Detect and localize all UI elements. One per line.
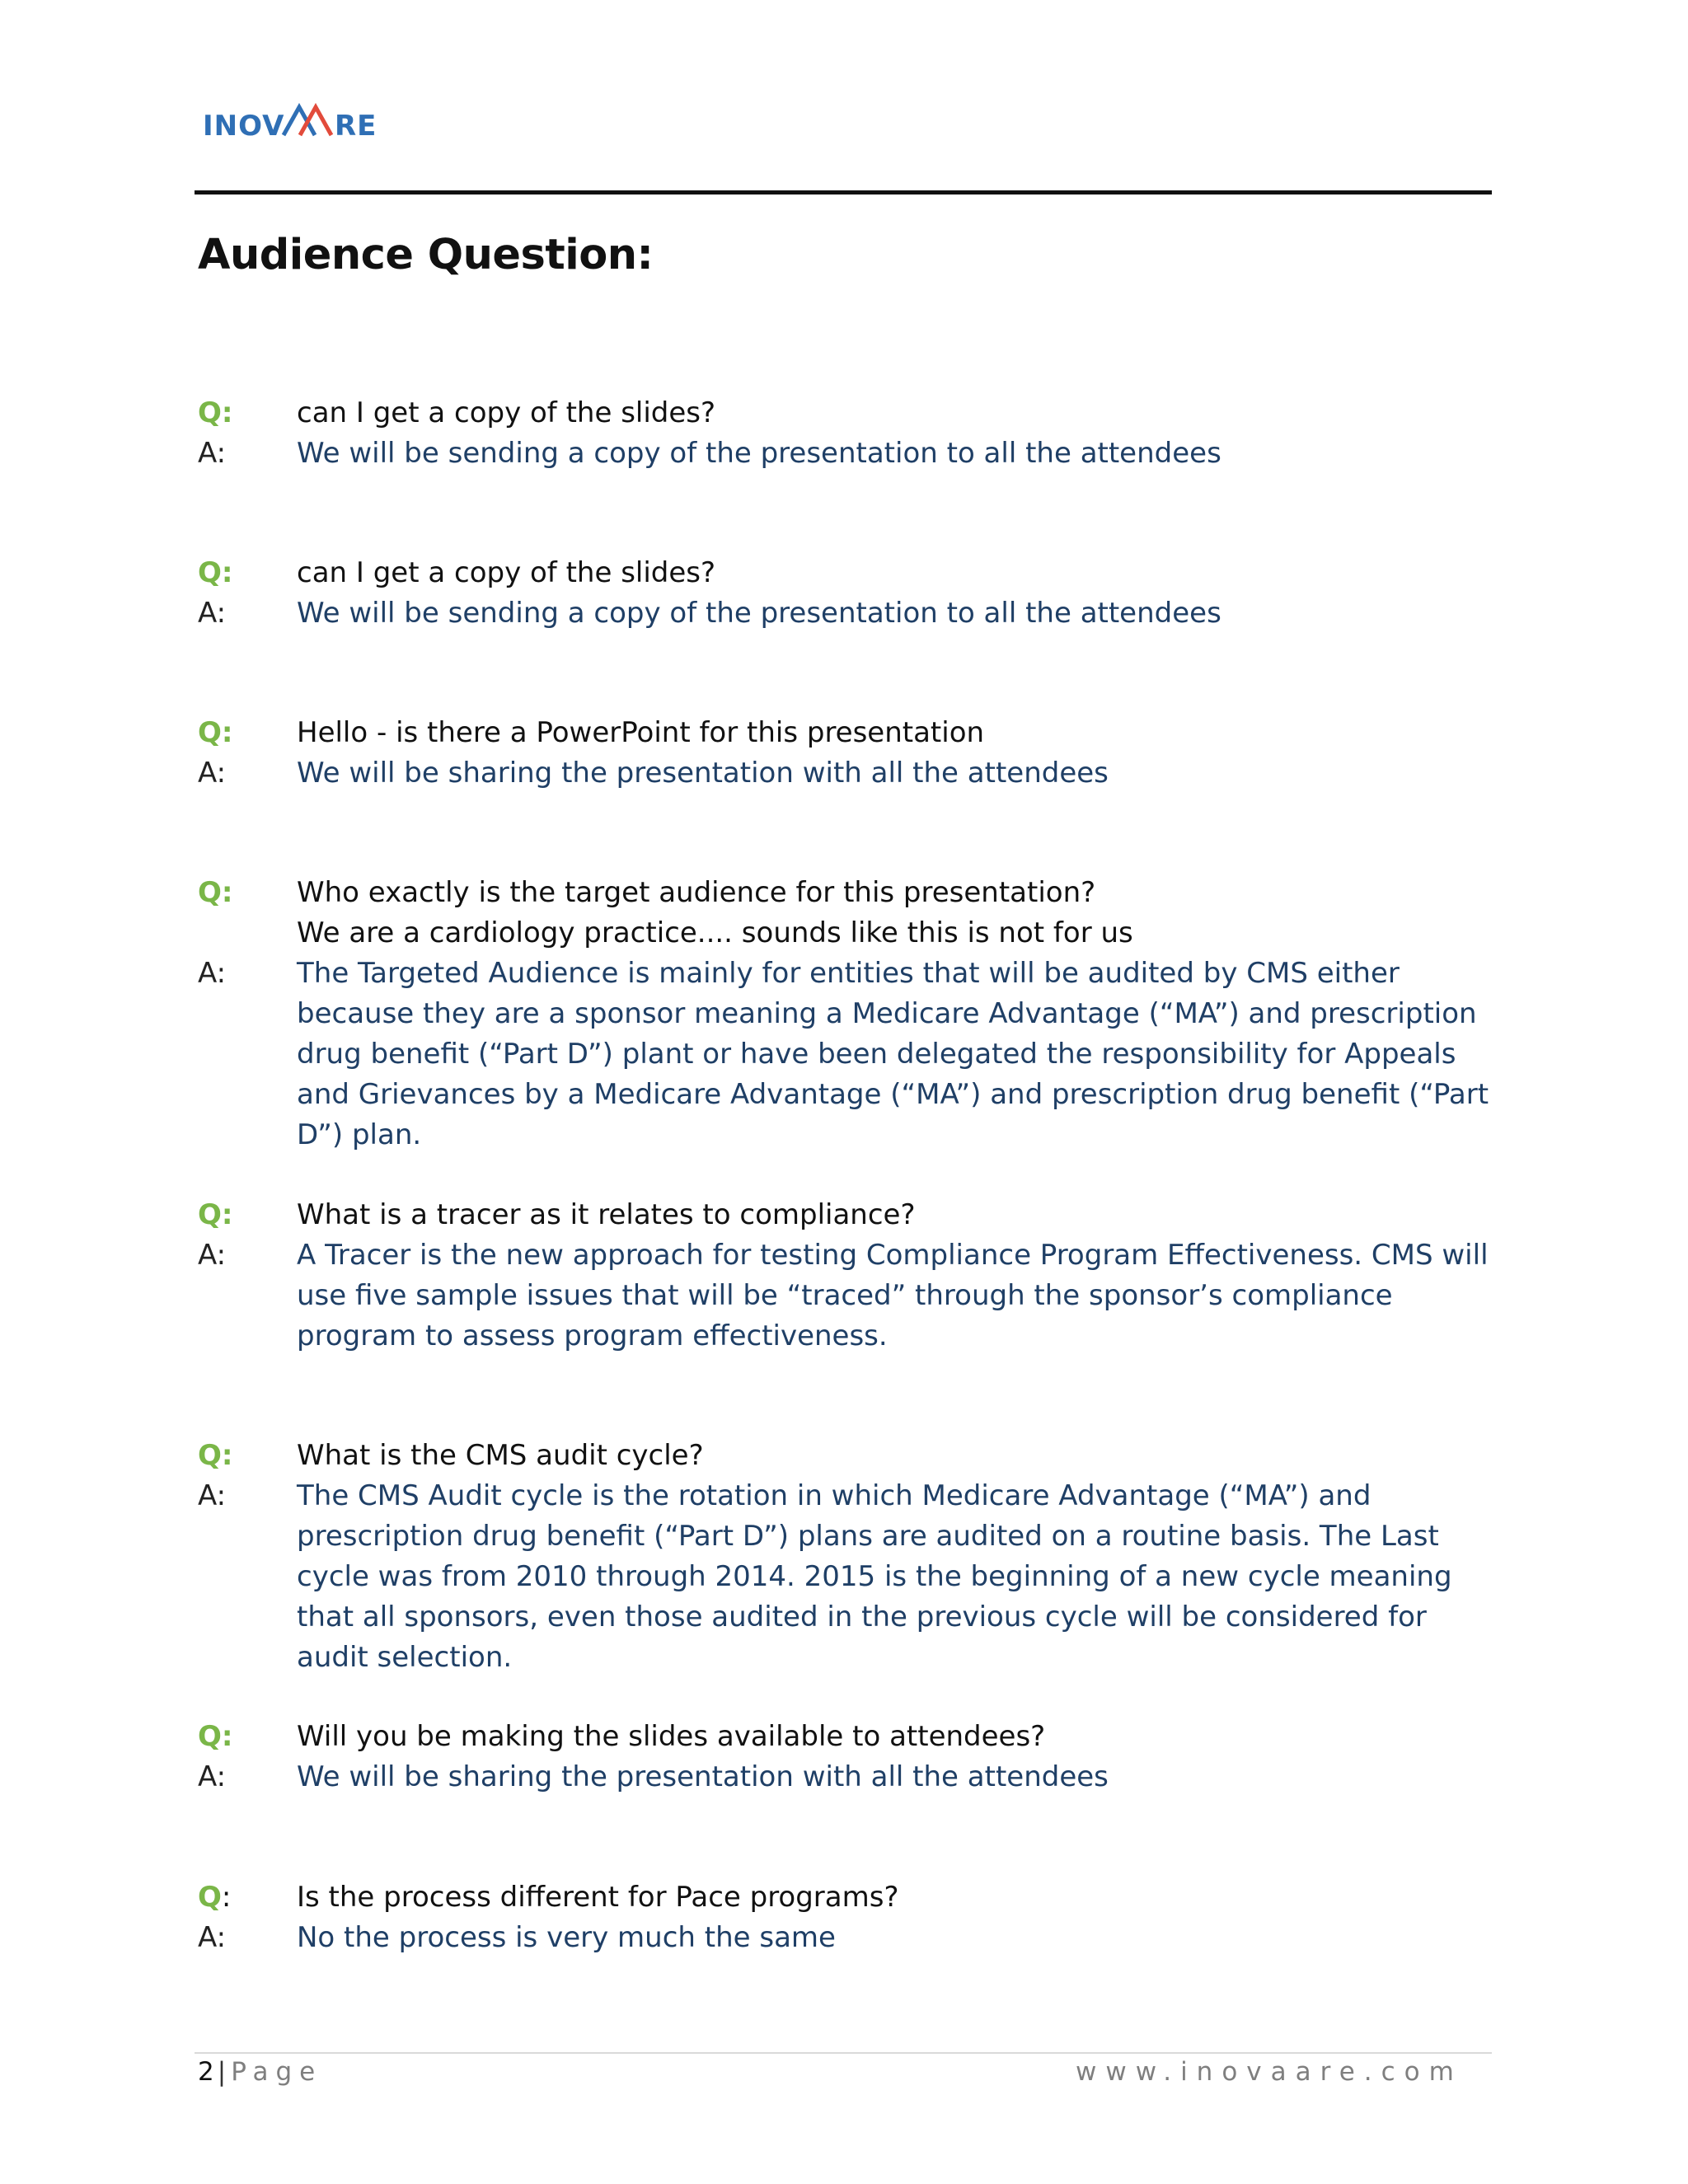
- question-row: [198, 553, 1517, 593]
- inovaare-logo: [203, 99, 392, 144]
- page-number: 2: [198, 2057, 214, 2087]
- logo-graphic: [203, 99, 392, 144]
- qa-item: [198, 1717, 1517, 1797]
- question-text: Will you be making the slides available to attendees?: [297, 1720, 1046, 1753]
- answer-marker: A:: [198, 1921, 227, 1954]
- page-word: Page: [231, 2057, 323, 2087]
- question-text: can I get a copy of the slides?: [297, 396, 716, 429]
- qa-item: [198, 873, 1517, 1155]
- question-text: Hello - is there a PowerPoint for this presentation: [297, 716, 985, 749]
- question-marker: Q:: [198, 1720, 233, 1753]
- website-link[interactable]: www.inovaare.com: [1076, 2057, 1463, 2087]
- answer-row: [198, 1235, 1517, 1357]
- answer-row: [198, 753, 1517, 794]
- answer-row: [198, 1918, 1517, 1958]
- answer-text: The CMS Audit cycle is the rotation in which Medicare Advantage (“MA”) and prescription drug benefit (“Part D”) plans are audited on a routine basis. The Last cycle was from 2010 through 2014. 2015 is the beginning of a new cycle meaning that all sponsors, even those audited in the previous cycle will be considered for audit selection.: [297, 1479, 1452, 1674]
- answer-marker: A:: [198, 1239, 227, 1272]
- question-row: [198, 1717, 1517, 1757]
- question-row: [198, 1195, 1517, 1235]
- answer-marker: A:: [198, 437, 227, 470]
- page-separator: |: [217, 2057, 227, 2087]
- answer-text: A Tracer is the new approach for testing Compliance Program Effectiveness. CMS will use five sample issues that will be “traced” through the sponsor’s compliance program to assess program effectiveness.: [297, 1239, 1489, 1352]
- question-marker: Q:: [198, 1439, 233, 1472]
- question-text: can I get a copy of the slides?: [297, 556, 716, 589]
- answer-marker: A:: [198, 1479, 227, 1512]
- question-text: Who exactly is the target audience for this presentation? We are a cardiology practice.... sounds like this is not for us: [297, 876, 1133, 949]
- qa-item: [198, 1877, 1517, 1958]
- answer-text: We will be sending a copy of the presentation to all the attendees: [297, 597, 1221, 630]
- qa-item: [198, 1436, 1517, 1678]
- answer-row: [198, 593, 1517, 634]
- page-number-label: [198, 2057, 322, 2087]
- answer-text: The Targeted Audience is mainly for entities that will be audited by CMS either because they are a sponsor meaning a Medicare Advantage (“MA”) and prescription drug benefit (“Part D”) plant or have been delegated the responsibility for Appeals and Grievances by a Medicare Advantage (“MA”) and prescription drug benefit (“Part D”) plan.: [297, 957, 1489, 1151]
- svg-text:INOV: INOV: [203, 110, 285, 143]
- answer-text: We will be sharing the presentation with all the attendees: [297, 757, 1109, 790]
- question-marker: Q:: [198, 876, 233, 909]
- question-text: Is the process different for Pace programs?: [297, 1881, 899, 1914]
- question-marker: Q:: [198, 396, 233, 429]
- qa-item: [198, 553, 1517, 634]
- question-marker: Q:: [198, 1881, 232, 1914]
- answer-marker: A:: [198, 597, 227, 630]
- answer-marker: A:: [198, 1760, 227, 1793]
- question-row: [198, 713, 1517, 753]
- answer-row: [198, 1757, 1517, 1797]
- answer-row: [198, 434, 1517, 474]
- answer-text: We will be sending a copy of the presentation to all the attendees: [297, 437, 1221, 470]
- question-row: [198, 1436, 1517, 1476]
- header-divider: [195, 190, 1492, 194]
- answer-text: No the process is very much the same: [297, 1921, 836, 1954]
- qa-item: [198, 1195, 1517, 1357]
- question-marker: Q:: [198, 556, 233, 589]
- answer-row: [198, 1476, 1517, 1678]
- qa-item: [198, 713, 1517, 794]
- question-row: [198, 1877, 1517, 1918]
- question-row: [198, 873, 1517, 954]
- page-title: Audience Question:: [198, 231, 654, 279]
- answer-text: We will be sharing the presentation with all the attendees: [297, 1760, 1109, 1793]
- question-text: What is a tracer as it relates to compliance?: [297, 1198, 916, 1231]
- answer-marker: A:: [198, 957, 227, 990]
- question-row: [198, 393, 1517, 434]
- footer-divider: [195, 2052, 1492, 2054]
- question-marker: Q:: [198, 716, 233, 749]
- question-marker: Q:: [198, 1198, 233, 1231]
- answer-row: [198, 954, 1517, 1155]
- svg-text:RE: RE: [335, 110, 377, 143]
- question-text: What is the CMS audit cycle?: [297, 1439, 704, 1472]
- answer-marker: A:: [198, 757, 227, 790]
- qa-item: [198, 393, 1517, 474]
